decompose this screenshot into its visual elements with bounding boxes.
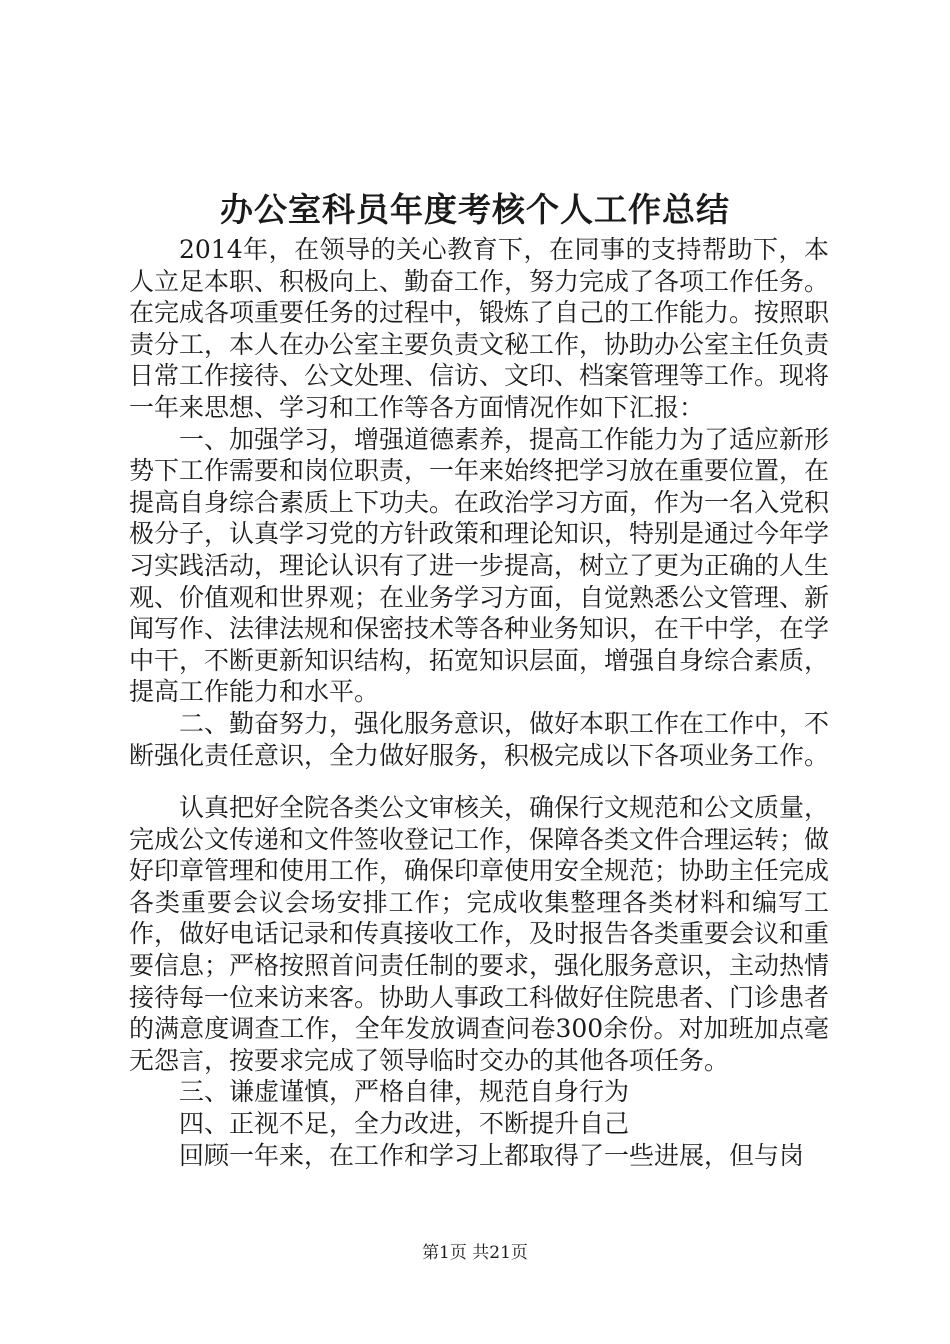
document-title: 办公室科员年度考核个人工作总结 bbox=[220, 190, 730, 229]
page-number-footer: 第1页 共21页 bbox=[422, 1243, 528, 1263]
paragraph-section-3: 三、谦虚谨慎，严格自律，规范自身行为 bbox=[179, 1077, 630, 1107]
paragraph-review: 回顾一年来，在工作和学习上都取得了一些进展，但与岗 bbox=[179, 1140, 805, 1170]
document-body bbox=[129, 234, 829, 1171]
paragraph-section-2-detail: 认真把好全院各类公文审核关，确保行文规范和公文质量，完成公文传递和文件签收登记工作，保障各类文件合理运转；做好印章管理和使用工作，确保印章使用安全规范；协助主任完成各类重要会议会场安排工作；完成收集整理各类材料和编写工作，做好电话记录和传真接收工作，及时报告各类重要会议和重要信息；严格按照首问责任制的要求，强化服务意识，主动热情接待每一位来访来客。协助人事政工科做好住院患者、门诊患者的满意度调查工作，全年发放调查问卷300余份。对加班加点毫无怨言，按要求完成了领导临时交办的其他各项任务。 bbox=[129, 793, 830, 1075]
paragraph-section-4: 四、正视不足，全力改进，不断提升自己 bbox=[179, 1109, 630, 1139]
paragraph-section-1: 一、加强学习，增强道德素养，提高工作能力为了适应新形势下工作需要和岗位职责，一年来始终把学习放在重要位置，在提高自身综合素质上下功夫。在政治学习方面，作为一名入党积极分子，认真学习党的方针政策和理论知识，特别是通过今年学习实践活动，理论认识有了进一步提高，树立了更为正确的人生观、价值观和世界观；在业务学习方面，自觉熟悉公文管理、新闻写作、法律法规和保密技术等各种业务知识，在干中学，在学中干，不断更新知识结构，拓宽知识层面，增强自身综合素质，提高工作能力和水平。 bbox=[129, 424, 830, 707]
paragraph-intro: 2014年，在领导的关心教育下，在同事的支持帮助下，本人立足本职、积极向上、勤奋工作，努力完成了各项工作任务。在完成各项重要任务的过程中，锻炼了自己的工作能力。按照职责分工，本人在办公室主要负责文秘工作，协助办公室主任负责日常工作接待、公文处理、信访、文印、档案管理等工作。现将一年来思想、学习和工作等各方面情况作如下汇报： bbox=[129, 235, 830, 422]
paragraph-section-2: 二、勤奋努力，强化服务意识，做好本职工作在工作中，不断强化责任意识，全力做好服务，积极完成以下各项业务工作。 bbox=[129, 708, 830, 770]
